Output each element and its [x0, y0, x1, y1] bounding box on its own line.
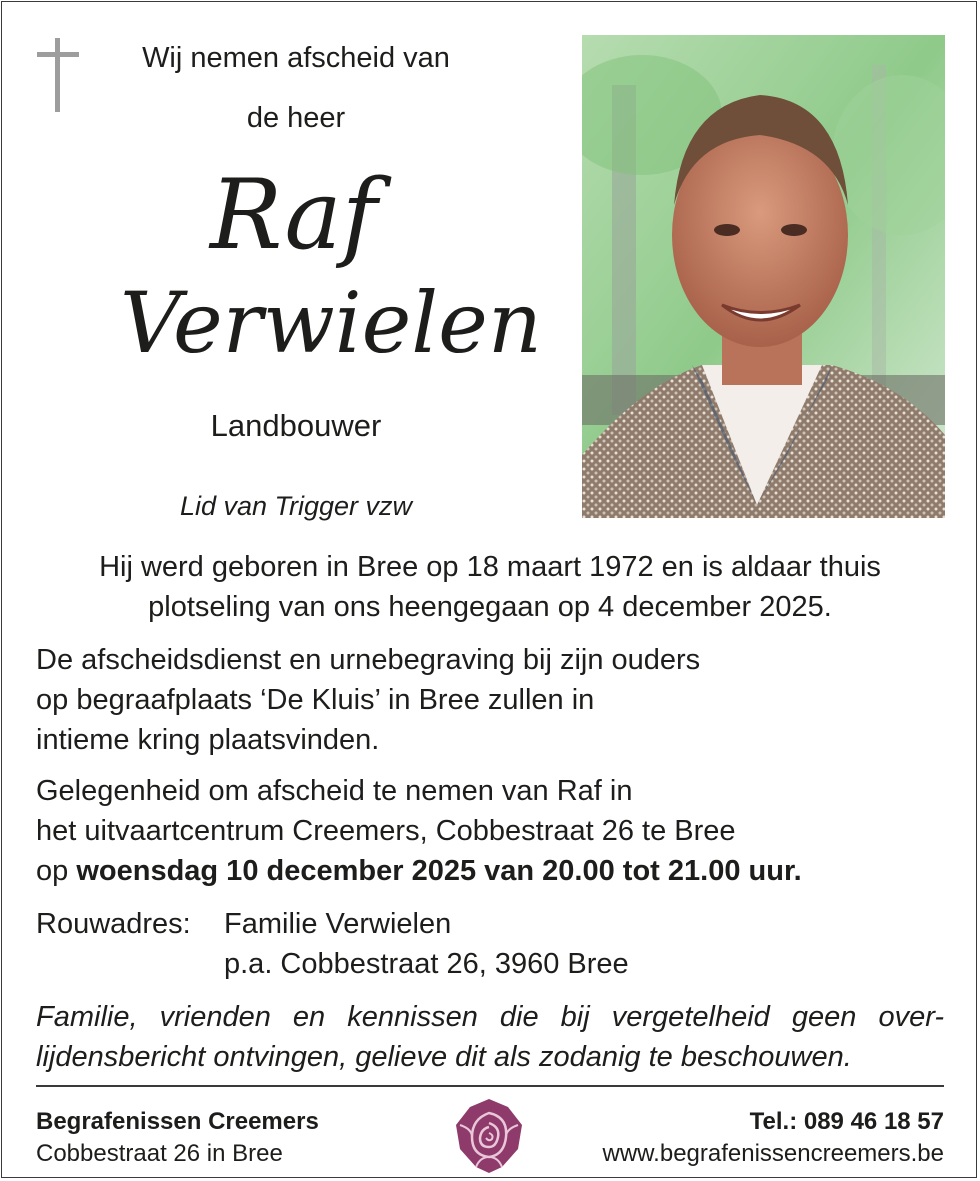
intro-line-2: de heer — [246, 102, 346, 134]
website-link[interactable]: www.begrafenissencreemers.be — [602, 1140, 944, 1167]
notice-line-1: Familie, vrienden en kennissen die bij vergetelheid geen over- — [36, 1001, 944, 1033]
address-line-2: p.a. Cobbestraat 26, 3960 Bree — [224, 948, 629, 980]
service-line-2: op begraafplaats ‘De Kluis’ in Bree zullen in — [36, 684, 595, 716]
visit-datetime: woensdag 10 december 2025 van 20.00 tot 21.00 uur. — [76, 855, 802, 887]
portrait-photo — [582, 35, 945, 518]
notice-line-2: lijdensbericht ontvingen, gelieve dit als zodanig te beschouwen. — [36, 1041, 852, 1073]
footer-divider — [36, 1085, 944, 1087]
birth-line-1: Hij werd geboren in Bree op 18 maart 1972 en is aldaar thuis — [99, 551, 881, 583]
visit-line-3 — [36, 851, 802, 891]
visit-line-1: Gelegenheid om afscheid te nemen van Raf in — [36, 775, 633, 807]
company-name: Begrafenissen Creemers — [36, 1108, 319, 1135]
address-line-1: Familie Verwielen — [224, 908, 452, 940]
phone-number: Tel.: 089 46 18 57 — [749, 1108, 944, 1135]
visit-line-3-prefix: op — [36, 855, 77, 887]
company-address: Cobbestraat 26 in Bree — [36, 1140, 283, 1167]
occupation: Landbouwer — [210, 408, 382, 443]
service-line-3: intieme kring plaatsvinden. — [36, 724, 380, 756]
membership: Lid van Trigger vzw — [179, 491, 413, 521]
cross-icon — [37, 38, 79, 112]
visit-line-2: het uitvaartcentrum Creemers, Cobbestraat 26 te Bree — [36, 815, 736, 847]
address-label: Rouwadres: — [36, 908, 191, 940]
service-line-1: De afscheidsdienst en urnebegraving bij zijn ouders — [36, 644, 701, 676]
first-name: Raf — [210, 159, 378, 271]
rose-icon — [450, 1095, 528, 1175]
intro-line-1: Wij nemen afscheid van — [142, 42, 450, 74]
birth-line-2: plotseling van ons heengegaan op 4 december 2025. — [148, 591, 832, 623]
last-name: Verwielen — [120, 274, 542, 372]
